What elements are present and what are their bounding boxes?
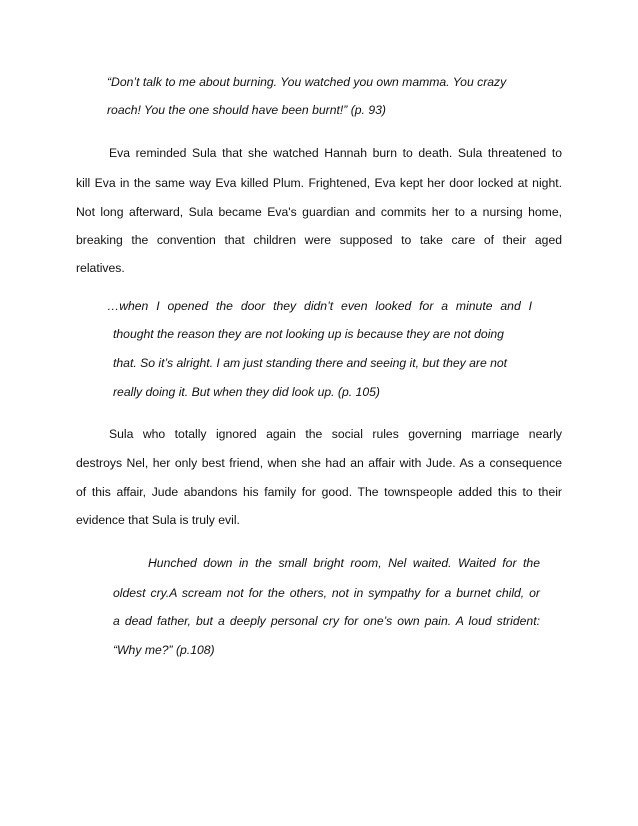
paragraph-line: relatives. bbox=[76, 261, 125, 275]
quote-line: really doing it. But when they did look up. (p. 105) bbox=[113, 385, 380, 399]
paragraph-line: breaking the convention that children were supposed to take care of their aged bbox=[76, 233, 562, 247]
quote-line: Hunched down in the small bright room, Nel waited. Waited for the bbox=[148, 556, 540, 570]
paragraph-line: of this affair, Jude abandons his family for good. The townspeople added this to their bbox=[76, 485, 562, 499]
paragraph-line: evidence that Sula is truly evil. bbox=[76, 513, 240, 527]
quote-line: oldest cry.A scream not for the others, not in sympathy for a burnet child, or bbox=[113, 586, 540, 600]
quote-line: a dead father, but a deeply personal cry for one’s own pain. A loud strident: bbox=[113, 614, 540, 628]
quote-line: “Why me?” (p.108) bbox=[113, 643, 215, 657]
paragraph-line: Sula who totally ignored again the social rules governing marriage nearly bbox=[109, 427, 562, 441]
quote-line: …when I opened the door they didn’t even looked for a minute and I bbox=[107, 299, 532, 313]
quote-line: roach! You the one should have been burnt!” (p. 93) bbox=[107, 103, 386, 117]
paragraph-line: destroys Nel, her only best friend, when she had an affair with Jude. As a consequence bbox=[76, 456, 562, 470]
quote-line: thought the reason they are not looking up is because they are not doing bbox=[113, 327, 504, 341]
paragraph-line: Eva reminded Sula that she watched Hannah burn to death. Sula threatened to bbox=[109, 146, 562, 160]
paragraph-line: Not long afterward, Sula became Eva's guardian and commits her to a nursing home, bbox=[76, 205, 562, 219]
paragraph-line: kill Eva in the same way Eva killed Plum. Frightened, Eva kept her door locked at night. bbox=[76, 176, 562, 190]
quote-line: that. So it’s alright. I am just standing there and seeing it, but they are not bbox=[113, 356, 508, 370]
quote-line: “Don’t talk to me about burning. You watched you own mamma. You crazy bbox=[107, 75, 507, 89]
